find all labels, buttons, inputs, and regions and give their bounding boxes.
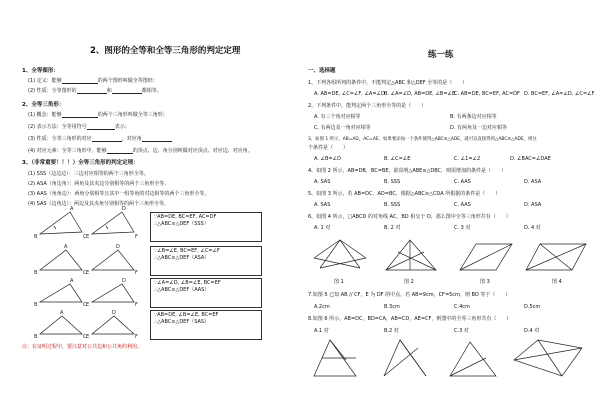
corresponding-end: 的顶点、边、角分别叫做对应顶点、对应边、对应角。 [132, 148, 253, 154]
q5-option-c: C. AAS [454, 202, 471, 208]
q8-option-d: D.4 对 [524, 328, 540, 334]
q6-option-c: C. 3 对 [454, 225, 471, 231]
vertex-c: C [83, 234, 87, 240]
question-8: 8.如图 6 所示，AB=DC，BD=CA，AB=CD，AE=CF，则图中的全等三角形共有（ ） [308, 316, 512, 322]
figure-1-caption: 图 1 [334, 279, 344, 285]
definition-text-end: 的两个图形叫做全等图形； [97, 78, 158, 84]
tri-property-text: (3) 性质：全等三角形的对应 [28, 136, 92, 142]
q1-option-c: C. AB=DE, BC=EF, AC=DF [454, 91, 520, 97]
figures-5-to-8 [300, 0, 600, 400]
q3-option-b: B. ∠C=∠E [384, 156, 411, 162]
q1-option-b: B. ∠A=∠D, AB=DE, ∠B=∠E [384, 91, 456, 97]
question-3: 3、如图 1 所示，AB=AD，AC=AE，如果要添加一个条件使得△ABC≌△ADE，就可以直接得到△ABC≌△ADE，则这 [308, 137, 537, 142]
figure-3-caption: 图 3 [480, 279, 490, 285]
corresponding-text: (4) 对应元素：全等三角形中，能够 [28, 148, 107, 154]
proof-box-sss [150, 212, 262, 242]
asa-triangle-pair [34, 244, 138, 276]
proof-conclusion: ∴△ABC≌△DEF（SAS） [154, 319, 210, 325]
vertex-f: F [135, 270, 138, 276]
q8-option-a: A.1 对 [314, 328, 329, 334]
vertex-d: D [116, 244, 120, 250]
concept-text: (1) 概念：能够 [28, 112, 62, 118]
question-1: 1、下列各组所列的条件中，不能判定△ABC 和△DEF 全等的是（ ） [308, 80, 468, 86]
q6-option-d: D. 4 对 [524, 225, 541, 231]
footnote: 注：在证明过程中，要注意对公共边和公共角的利用。 [22, 344, 143, 350]
q7-option-d: D.5cm [524, 304, 541, 310]
q5-option-d: D. ASA [524, 202, 542, 208]
q7-option-c: C.4cm [454, 304, 470, 310]
q2-option-a: A. 有三个角对应相等 [314, 114, 361, 120]
vertex-d: D [112, 310, 116, 316]
q3-option-d: D. ∠BAC=∠DAE [510, 156, 551, 162]
triangle-def [92, 284, 134, 302]
figure-5 [314, 340, 356, 376]
vertex-b: B [34, 302, 38, 308]
section-congruent-triangles: 2、全等三角形： [22, 102, 65, 108]
vertex-e: E [86, 234, 90, 240]
q8-option-b: B.2 对 [384, 328, 399, 334]
triangle-def [92, 212, 134, 234]
triangle-def [92, 250, 134, 270]
vertex-b: B [34, 334, 38, 340]
q4-option-b: B. SSS [384, 179, 401, 185]
q7-option-b: B.3cm [384, 304, 400, 310]
vertex-f: F [135, 234, 138, 240]
vertex-e: E [86, 334, 90, 340]
practice-title: 练一练 [428, 50, 454, 60]
figure-6 [384, 340, 426, 376]
figure-2-caption: 图 2 [404, 279, 414, 285]
criterion-aas: (3) AAS（角角边）：两角分别相等且其中一组等角的对边相等的两个三角形全等。 [28, 191, 210, 197]
property-and: 和 [106, 88, 112, 94]
triangle-abc [40, 316, 82, 334]
figure-7 [450, 342, 496, 376]
vertex-f: F [135, 334, 138, 340]
tri-property-mid: ，对应角 [121, 136, 142, 142]
vertex-a: A [64, 244, 68, 250]
triangle-def [92, 316, 134, 334]
vertex-d: D [122, 278, 126, 284]
criterion-asa: (2) ASA（角边角）：两角及其夹边分别相等的两个三角形全等。 [28, 181, 170, 187]
vertex-a: A [70, 278, 74, 284]
q7-option-a: A.2cm [314, 304, 330, 310]
figure-8 [514, 340, 582, 376]
q4-option-d: D. ASA [524, 179, 542, 185]
q5-option-b: B. SSS [384, 202, 401, 208]
q8-option-c: C.3 对 [454, 328, 469, 334]
question-2: 2、下列条件中，能判定两个三角形全等的是（ ） [308, 103, 427, 109]
triangle-abc [40, 212, 82, 234]
question-6: 6、如图 4 所示，□ABCD 的对角线 AC、BD 相交于 O，那么图中全等三角形共有（ ） [308, 214, 511, 220]
proof-box-asa [150, 246, 262, 276]
q6-option-b: B. 2 对 [384, 225, 401, 231]
proof-given: ∵AB=DE, BC=EF, AC=DF [154, 214, 217, 220]
q2-option-c: C. 有两边及一角对应相等 [314, 125, 371, 131]
proof-conclusion: ∴△ABC≌△DEF（AAS） [154, 287, 210, 293]
proof-box-aas [150, 278, 262, 308]
vertex-a: A [60, 310, 64, 316]
right-page [300, 0, 600, 400]
concept-text-end: 的两个三角形叫做全等三角形； [97, 112, 168, 118]
question-7: 7.如图 5 已知 AB // CF，E 为 DF 的中点，若 AB=9cm，CF=5cm，则 BD 等于（ ） [308, 292, 511, 298]
question-5: 5、如图 3 所示，若 AB=DC，AD=BC，根据△ABC≌△CDA 所根据的条件是（ ） [308, 191, 501, 197]
vertex-d: D [122, 206, 126, 212]
property-text: (2) 性质：全等图形的 [28, 88, 77, 94]
sss-triangle-pair [34, 206, 138, 240]
q3-option-a: A. ∠B=∠D [314, 156, 341, 162]
question-3-cont: 个条件是（ ） [308, 145, 349, 151]
proof-conclusion: ∴△ABC≌△DEF（SSS） [154, 221, 209, 227]
left-title: 2、图形的全等和全等三角形的判定定理 [90, 46, 241, 56]
q2-option-d: D. 有两角及一边对应相等 [450, 125, 508, 131]
q3-option-c: C. ∠1=∠2 [454, 156, 481, 162]
vertex-e: E [86, 270, 90, 276]
proof-box-sas [150, 310, 262, 340]
vertex-b: B [34, 234, 38, 240]
q4-option-c: C. AAS [454, 179, 471, 185]
q1-option-d: D. BC=EF, ∠A=∠D, ∠C=∠F [524, 91, 595, 97]
vertex-c: C [83, 334, 87, 340]
definition-text: (1) 定义：能够 [28, 78, 62, 84]
figure-4-caption: 图 4 [552, 279, 562, 285]
section-multiple-choice: 一、选择题 [308, 68, 336, 74]
proof-given: ∵∠B=∠E, BC=EF, ∠C=∠F [154, 248, 220, 254]
proof-given: ∵∠A=∠D, ∠B=∠E, BC=EF [154, 280, 221, 286]
vertex-b: B [34, 270, 38, 276]
section-criteria: 3、（非常重要！！！）全等三角形的判定定理： [22, 160, 139, 166]
q4-option-a: A. SAS [314, 179, 331, 185]
vertex-a: A [70, 206, 74, 212]
question-4: 4、如图 2 所示，AB=DB，BC=BE，欲说明△ABE≌△DBC，则需增加的条件是（ ） [308, 168, 507, 174]
q6-option-a: A. 1 对 [314, 225, 331, 231]
q1-option-a: A. AB=DE, ∠C=∠F, ∠A=∠D [314, 91, 385, 97]
vertex-e: E [86, 302, 90, 308]
section-congruent-figures: 1、全等图形： [22, 68, 59, 74]
property-end: 都相等。 [141, 88, 162, 94]
q2-option-b: B. 有两条边对应相等 [450, 114, 497, 120]
q5-option-a: A. SAS [314, 202, 331, 208]
vertex-f: F [135, 302, 138, 308]
criterion-sas: (4) SAS（边角边）：两边及其夹角分别相等的两个三角形全等。 [28, 201, 170, 207]
vertex-c: C [83, 302, 87, 308]
aas-triangle-pair [34, 278, 138, 308]
proof-given: ∵AB=DE, ∠B=∠E, BC=EF [154, 312, 219, 318]
proof-conclusion: ∴△ABC≌△DEF（ASA） [154, 255, 210, 261]
notation-end: 表示； [114, 124, 130, 130]
triangle-abc [40, 284, 82, 302]
sas-triangle-pair [34, 310, 138, 340]
vertex-c: C [83, 270, 87, 276]
notation-text: (2) 表示方法：全等用符号 [28, 124, 87, 130]
triangle-abc [40, 250, 82, 270]
criterion-sss: (1) SSS（边边边）：三边对应相等的两个三角形全等。 [28, 171, 149, 177]
